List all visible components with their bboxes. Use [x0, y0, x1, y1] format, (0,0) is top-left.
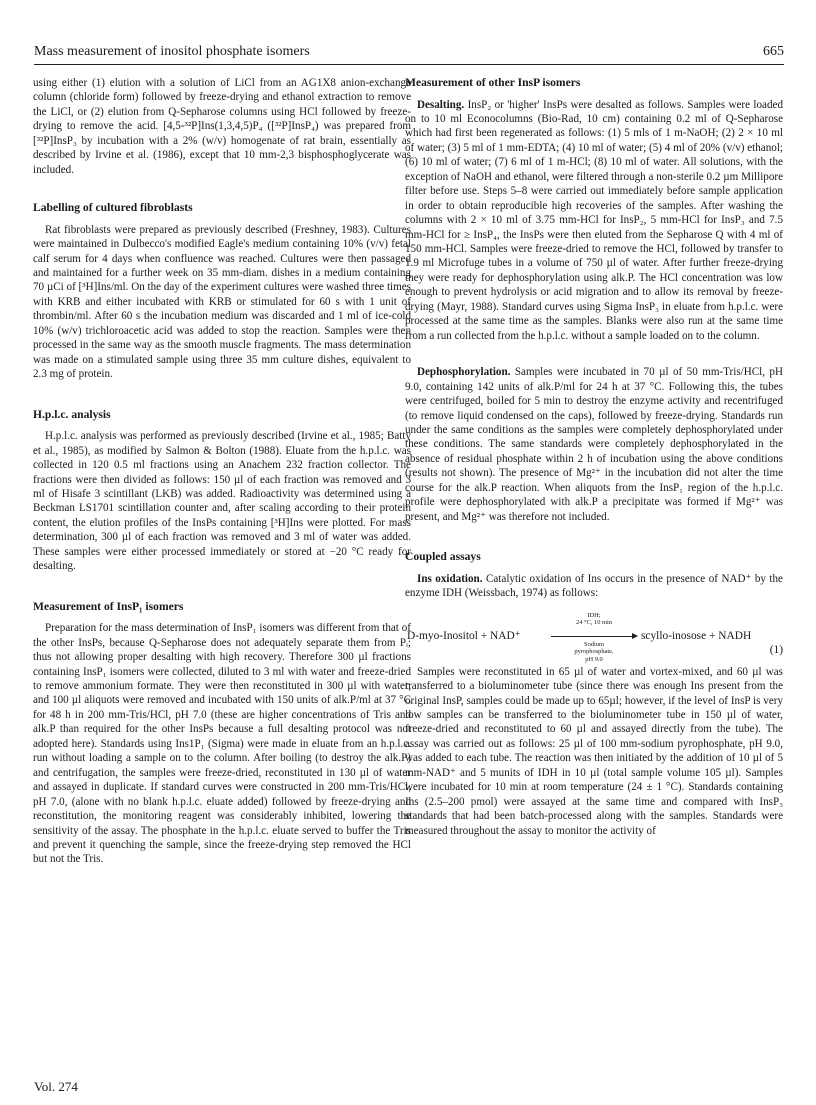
right-column — [405, 76, 783, 838]
equation-lhs: D-myo-Inositol + NAD⁺ — [407, 629, 521, 642]
equation-rhs: scyllo-inosose + NADH — [641, 629, 752, 642]
footer-volume: Vol. 274 — [34, 1079, 78, 1094]
equation-conditions-above: IDH; 24 °C, 10 min — [576, 611, 612, 627]
heading-hplc: H.p.l.c. analysis — [33, 407, 111, 421]
page-number: 665 — [763, 44, 784, 59]
heading-coupled-assays: Coupled assays — [405, 550, 481, 564]
equation-1 — [405, 603, 783, 661]
running-title: Mass measurement of inositol phosphate isomers — [34, 44, 310, 59]
heading-labelling: Labelling of cultured fibroblasts — [33, 201, 193, 215]
desalting-paragraph: Desalting. InsP₂ or 'higher' InsPs were desalted as follows. Samples were loaded on to 10 ml Econocolumns (Bio-Rad, 10 cm) containing 0.2 ml of Q-Sepharose which had first been regenerated as follows: (1) 5 mls of 1 m-NaOH; (2) 2 × 10 ml of water; (3) 5 ml of 1 mm-EDTA; (4) 10 ml of water; (5) 4 ml of 20% (v/v) ethanol; (6) 10 ml of water; (7) 6 ml of 1 m-HCl; (8) 10 ml of water. All solutions, with the exception of NaOH and ethanol, were filtered through a non-sterile 0.2 µm Millipore filter before use. Steps 5–8 were carried out immediately before sample application in order to obtain reproducible high recoveries of the samples. After washing the columns with 2 × 10 ml of 3.75 mm-HCl for InsP₂, 5 mm-HCl for InsP₃ and 7.5 mm-HCl for ≥ InsP₄, the InsPs were then eluted from the Sepharose Q with 4 ml of 150 mm-HCl. Samples were freeze-dried to remove the HCl, followed by transfer to 1.9 ml Microfuge tubes in a volume of 750 µl of water. After further freeze-drying they were ready for dephosphorylation using alk.P. The HCl concentration was low enough to prevent hydrolysis or acid migration and to allow its removal by freeze-drying (Mayr, 1988). Standard curves using Sigma InsP₃ in eluate from h.p.l.c. were processed at the same time as the samples. Blanks were also run at the same time from a run collected from the h.p.l.c. without a sample loaded on to the column. — [405, 98, 783, 342]
desalting-runin: Desalting. — [417, 98, 465, 111]
samples-paragraph: Samples were reconstituted in 65 µl of water and vortex-mixed, and 60 µl was transferred to a bioluminometer tube (since there was enough Ins present from the original InsP, samples could be made up to 65µl; however, if the level of InsP is very low samples can be transferred to the bioluminometer tube in 150 µl of water, freeze-dried and reconstituted to 60 µl and assayed directly from the tube). The assay was carried out as follows: 25 µl of 100 mm-sodium pyrophosphate, pH 9.0, was added to each tube. The reaction was then initiated by the addition of 10 µl of 5 mm-NAD⁺ and 5 munits of IDH in 10 µl (total sample volume 105 µl). Samples were incubated for 10 min at room temperature (24 ± 1 °C). Standards containing Ins (2.5–200 pmol) were assayed at the same time and compared with InsP₃ standards that had been batch-processed along with the samples. Standards were measured throughout the assay to monitor the activity of — [405, 665, 783, 837]
hplc-paragraph: H.p.l.c. analysis was performed as previously described (Irvine et al., 1985; Batty et al., 1985), as modified by Salmon & Bolton (1988). Eluate from the h.p.l.c. was collected in 120 0.5 ml fractions using an Anachem 232 fraction collector. The fractions were then divided as follows: 150 µl of each fraction was removed and 3 ml of Hisafe 3 scintillant (LKB) was added. Radioactivity was determined using a Beckman LS1701 scintillation counter and, after scaling according to their protein content, the elution profiles of the InsPs containing [³H]Ins were plotted. For mass determination, 300 µl of each fraction was removed and 3 ml of water was added. These samples were either processed immediately or stored at −20 °C ready for desalting. — [33, 430, 411, 573]
heading-insp1: Measurement of InsP₁ isomers — [33, 599, 184, 613]
intro-paragraph: using either (1) elution with a solution of LiCl from an AG1X8 anion-exchange column (chloride form) followed by freeze-drying and ethanol extraction to remove the LiCl, or (2) elution from Q-Sepharose columns using HCl followed by freeze-drying to remove the acid. [4,5-³²P]Ins(1,3,4,5)P₄ ([³²P]InsP₄) was prepared from [³²P]InsP₃ by incubation with a 2% (w/v) homogenate of rat brain, essentially as described by Irvine et al. (1986), except that 10 mm-2,3 bisphosphoglycerate was included. — [33, 77, 411, 176]
reaction-arrow-icon — [551, 636, 637, 637]
ins-oxidation-runin: Ins oxidation. — [417, 572, 483, 585]
equation-number: (1) — [769, 643, 783, 656]
left-column — [33, 76, 411, 867]
ins-oxidation-paragraph: Ins oxidation. Catalytic oxidation of Ins occurs in the presence of NAD⁺ by the enzyme IDH (Weissbach, 1974) as follows: — [405, 572, 783, 600]
labelling-paragraph: Rat fibroblasts were prepared as previously described (Freshney, 1983). Cultures were maintained in Dulbecco's modified Eagle's medium containing 10% (v/v) fetal calf serum for 4 days when confluence was reached. Cultures were then passaged and maintained for a further week on 35 mm-diam. dishes in a medium containing 70 µCi of [³H]Ins/ml. On the day of the experiment cultures were washed three times with KRB and either incubated with KRB or stimulated for 60 s with 1 unit of thrombin/ml. After 60 s the incubation medium was discarded and 1 ml of ice-cold 10% (w/v) trichloroacetic acid was added to stop the reaction. Samples were then processed in the same way as the smooth muscle fragments. The mass determination was made on a stimulated sample using three 35 mm culture dishes, equivalent to 2.3 mg of protein. — [33, 223, 411, 381]
page-header — [34, 44, 784, 65]
insp1-paragraph: Preparation for the mass determination of InsP₁ isomers was different from that of the other InsPs, because Q-Sepharose does not adequately separate them from Pᵢ; thus not allowing proper desalting with high recovery. Therefore 300 µl fractions containing InsP₁ isomers were collected, diluted to 3 ml with water and freeze-dried to remove ammonium formate. They were then reconstituted in 300 µl with water, and 100 µl aliquots were removed and incubated with 150 units of alk.P/ml at 37 °C for 48 h in 200 mm-Tris/HCl, pH 7.0 (these are higher concentrations of Tris and alk.P than required for the other InsPs because a full desalting protocol was not adopted here). Standards using Ins1P₁ (Sigma) were made in eluate from an h.p.l.c. run without loading a sample on to the column. After boiling (to destroy the alk.P) and centrifugation, the samples were freeze-dried, reconstituted in 130 µl of water and assayed in duplicate. If standard curves were constructed in 200 mm-Tris/HCl, pH 7.0, (alone with no blank h.p.l.c. eluate added) followed by freeze-drying and reconstitution, the monitoring reagent was considerably inhibited, lowering the sensitivity of the assay. The phosphate in the h.p.l.c. eluate served to buffer the Tris and prevent it quenching the sample, since the freeze-drying step removed the HCl but not the Tris. — [33, 622, 411, 866]
dephosphorylation-runin: Dephosphorylation. — [417, 366, 511, 379]
equation-conditions-below: Sodium pyrophosphate, pH 9.0 — [574, 640, 614, 663]
heading-other-isomers: Measurement of other InsP isomers — [405, 76, 581, 89]
dephosphorylation-paragraph: Dephosphorylation. Samples were incubated in 70 µl of 50 mm-Tris/HCl, pH 9.0, containing 142 units of alk.P/ml for 24 h at 37 °C. Following this, the tubes were centrifuged, boiled for 5 min to destroy the enzyme activity and recentrifuged (to remove liquid condensed on the caps), followed by freeze-drying. Standards run under the same conditions as the samples were completely dephosphorylated under these conditions. The same standards were completely dephosphorylated in the absence of residual phosphate within 2 h of incubation using the above conditions (results not shown). The presence of Mg²⁺ in the incubation did not alter the time course for the alk.P reaction. When aliquots from the InsP₁ region of the h.p.l.c. profile were dephosphorylated with alk.P a precipitate was formed if Mg²⁺ was present, and Mg²⁺ was therefore not included. — [405, 366, 783, 523]
